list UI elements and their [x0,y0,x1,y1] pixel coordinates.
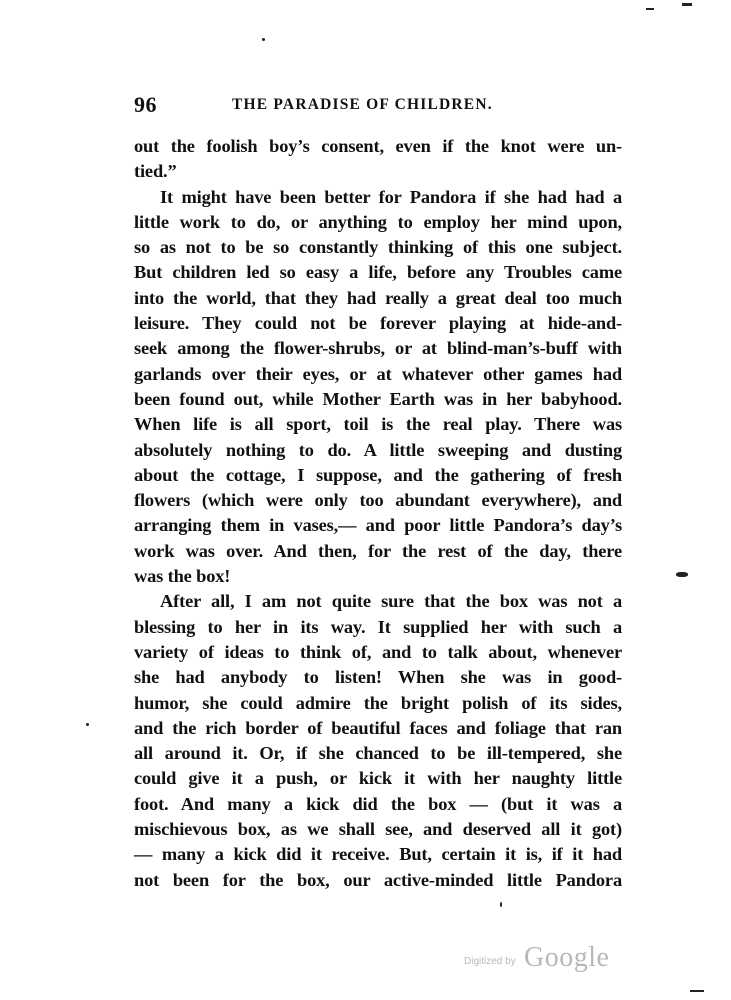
watermark-prefix: Digitized by [464,956,516,967]
text-line: But children led so easy a life, before any Troubles came [134,262,622,283]
text-line: out the foolish boy’s consent, even if the knot were un- [134,136,622,156]
text-line: so as not to be so constantly thinking of this one subject. [134,237,622,258]
text-line: flowers (which were only too abundant everywhere), and [134,490,622,511]
text-line: variety of ideas to think of, and to talk about, whenever [134,641,622,662]
digitization-watermark [464,942,624,976]
text-line: garlands over their eyes, or at whatever other games had [134,363,622,384]
text-line: been found out, while Mother Earth was in her babyhood. [134,388,622,409]
text-line: work was over. And then, for the rest of the day, there [134,540,622,561]
text-line: seek among the flower-shrubs, or at blind-man’s-buff with [134,338,622,359]
text-line: arranging them in vases,— and poor little Pandora’s day’s [134,515,622,536]
text-line: could give it a push, or kick it with her naughty little [134,768,622,789]
text-line: little work to do, or anything to employ her mind upon, [134,211,622,232]
scan-speck [86,723,89,726]
text-line: was the box! [134,566,231,587]
text-line: After all, I am not quite sure that the box was not a [160,591,622,612]
text-line: and the rich border of beautiful faces and foliage that ran [134,717,622,738]
text-line: into the world, that they had really a great deal too much [134,287,622,308]
text-line: absolutely nothing to do. A little sweeping and dusting [134,439,622,460]
text-line: not been for the box, our active-minded little Pandora [134,869,622,890]
text-line: about the cottage, I suppose, and the gathering of fresh [134,464,622,485]
text-line: foot. And many a kick did the box — (but it was a [134,793,622,814]
body-text [134,134,622,893]
text-line: she had anybody to listen! When she was in good- [134,667,622,688]
scan-speck [682,3,692,6]
text-line: When life is all sport, toil is the real play. There was [134,414,622,435]
scan-speck [500,902,502,907]
text-line: It might have been better for Pandora if she had had a [160,186,622,207]
text-line: all around it. Or, if she chanced to be ill-tempered, she [134,743,622,764]
text-line: — many a kick did it receive. But, certain it is, if it had [134,844,622,865]
text-line: tied.” [134,161,177,182]
scan-speck [676,572,688,577]
scan-speck [690,990,704,992]
page-number: 96 [134,92,157,117]
google-logo: Google [524,942,610,973]
scan-speck [646,8,654,10]
running-title: THE PARADISE OF CHILDREN. [232,96,493,113]
text-line: leisure. They could not be forever playing at hide-and- [134,313,622,334]
page-header [134,92,624,122]
text-line: mischievous box, as we shall see, and deserved all it got) [134,819,622,840]
text-line: humor, she could admire the bright polish of its sides, [134,692,622,713]
text-line: blessing to her in its way. It supplied her with such a [134,616,622,637]
scan-speck [262,38,265,41]
